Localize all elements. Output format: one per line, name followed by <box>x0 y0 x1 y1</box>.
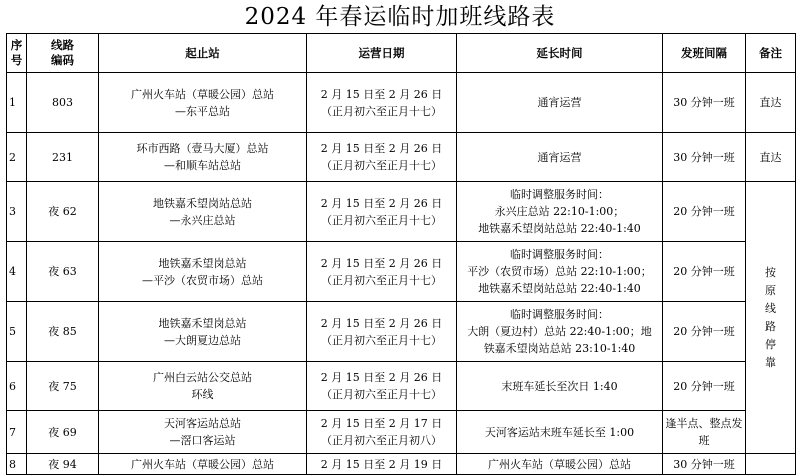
cell-dates: 2 月 15 日至 2 月 19 日 <box>307 454 457 475</box>
cell-interval: 30 分钟一班 <box>663 133 746 182</box>
header-extended-time: 延长时间 <box>457 34 663 73</box>
cell-interval: 20 分钟一班 <box>663 242 746 302</box>
cell-dates: 2 月 15 日至 2 月 26 日 （正月初六至正月十七） <box>307 133 457 182</box>
cell-seq: 7 <box>7 411 27 454</box>
table-row <box>7 242 796 302</box>
cell-dates: 2 月 15 日至 2 月 26 日 （正月初六至正月十七） <box>307 242 457 302</box>
cell-stations: 环市西路（壹马大厦）总站 —和顺车站总站 <box>99 133 307 182</box>
header-stations: 起止站 <box>99 34 307 73</box>
cell-extended: 末班车延长至次日 1:40 <box>457 362 663 411</box>
cell-dates: 2 月 15 日至 2 月 26 日 （正月初六至正月十七） <box>307 362 457 411</box>
cell-dates: 2 月 15 日至 2 月 26 日 （正月初六至正月十七） <box>307 182 457 242</box>
cell-remark-merged: 按原线路停靠 <box>746 182 796 454</box>
cell-route: 夜 62 <box>27 182 99 242</box>
cell-seq: 4 <box>7 242 27 302</box>
cell-seq: 2 <box>7 133 27 182</box>
cell-seq: 6 <box>7 362 27 411</box>
cell-interval: 20 分钟一班 <box>663 362 746 411</box>
cell-seq: 5 <box>7 302 27 362</box>
table-header-row <box>7 34 796 73</box>
cell-stations: 广州火车站（草暖公园）总站 <box>99 454 307 475</box>
cell-dates: 2 月 15 日至 2 月 26 日 （正月初六至正月十七） <box>307 302 457 362</box>
cell-route: 夜 85 <box>27 302 99 362</box>
cell-extended: 临时调整服务时间： 平沙（农贸市场）总站 22:10-1:00； 地铁嘉禾望岗站总站 22:40-1:40 <box>457 242 663 302</box>
cell-stations: 天河客运站总站 —滘口客运站 <box>99 411 307 454</box>
cell-stations: 广州火车站（草暖公园）总站 —东平总站 <box>99 73 307 133</box>
cell-route: 夜 75 <box>27 362 99 411</box>
cell-route: 231 <box>27 133 99 182</box>
header-interval: 发班间隔 <box>663 34 746 73</box>
cell-dates: 2 月 15 日至 2 月 17 日 （正月初六至正月初八） <box>307 411 457 454</box>
header-dates: 运营日期 <box>307 34 457 73</box>
cell-route: 夜 69 <box>27 411 99 454</box>
cell-extended: 临时调整服务时间： 大朗（夏边村）总站 22:40-1:00；地 铁嘉禾望岗站总站 23:10-1:40 <box>457 302 663 362</box>
table-row <box>7 411 796 454</box>
cell-interval: 30 分钟一班 <box>663 73 746 133</box>
cell-stations: 地铁嘉禾望岗总站 —大朗夏边总站 <box>99 302 307 362</box>
cell-extended: 通宵运营 <box>457 73 663 133</box>
cell-dates: 2 月 15 日至 2 月 26 日 （正月初六至正月十七） <box>307 73 457 133</box>
cell-extended: 临时调整服务时间： 永兴庄总站 22:10-1:00； 地铁嘉禾望岗站总站 22:40-1:40 <box>457 182 663 242</box>
cell-remark: 直达 <box>746 133 796 182</box>
cell-route: 夜 94 <box>27 454 99 475</box>
table-row <box>7 454 796 475</box>
header-route-no: 线路 编码 <box>27 34 99 73</box>
cell-seq: 8 <box>7 454 27 475</box>
cell-stations: 广州白云站公交总站 环线 <box>99 362 307 411</box>
cell-seq: 1 <box>7 73 27 133</box>
table-row <box>7 133 796 182</box>
schedule-table <box>6 33 796 475</box>
table-row <box>7 73 796 133</box>
cell-stations: 地铁嘉禾望岗总站 —平沙（农贸市场）总站 <box>99 242 307 302</box>
cell-seq: 3 <box>7 182 27 242</box>
cell-extended: 广州火车站（草暖公园）总站 <box>457 454 663 475</box>
cell-extended: 通宵运营 <box>457 133 663 182</box>
header-remarks: 备注 <box>746 34 796 73</box>
header-seq: 序 号 <box>7 34 27 73</box>
cell-interval: 逢半点、整点发班 <box>663 411 746 454</box>
cell-interval: 20 分钟一班 <box>663 302 746 362</box>
table-row <box>7 362 796 411</box>
cell-route: 803 <box>27 73 99 133</box>
cell-extended: 天河客运站末班车延长至 1:00 <box>457 411 663 454</box>
table-row <box>7 182 796 242</box>
cell-remark: 直达 <box>746 73 796 133</box>
table-row <box>7 302 796 362</box>
cell-stations: 地铁嘉禾望岗站总站 —永兴庄总站 <box>99 182 307 242</box>
cell-interval: 30 分钟一班 <box>663 454 746 475</box>
cell-remark <box>746 454 796 475</box>
cell-route: 夜 63 <box>27 242 99 302</box>
cell-interval: 20 分钟一班 <box>663 182 746 242</box>
page-title: 2024 年春运临时加班线路表 <box>244 4 556 30</box>
